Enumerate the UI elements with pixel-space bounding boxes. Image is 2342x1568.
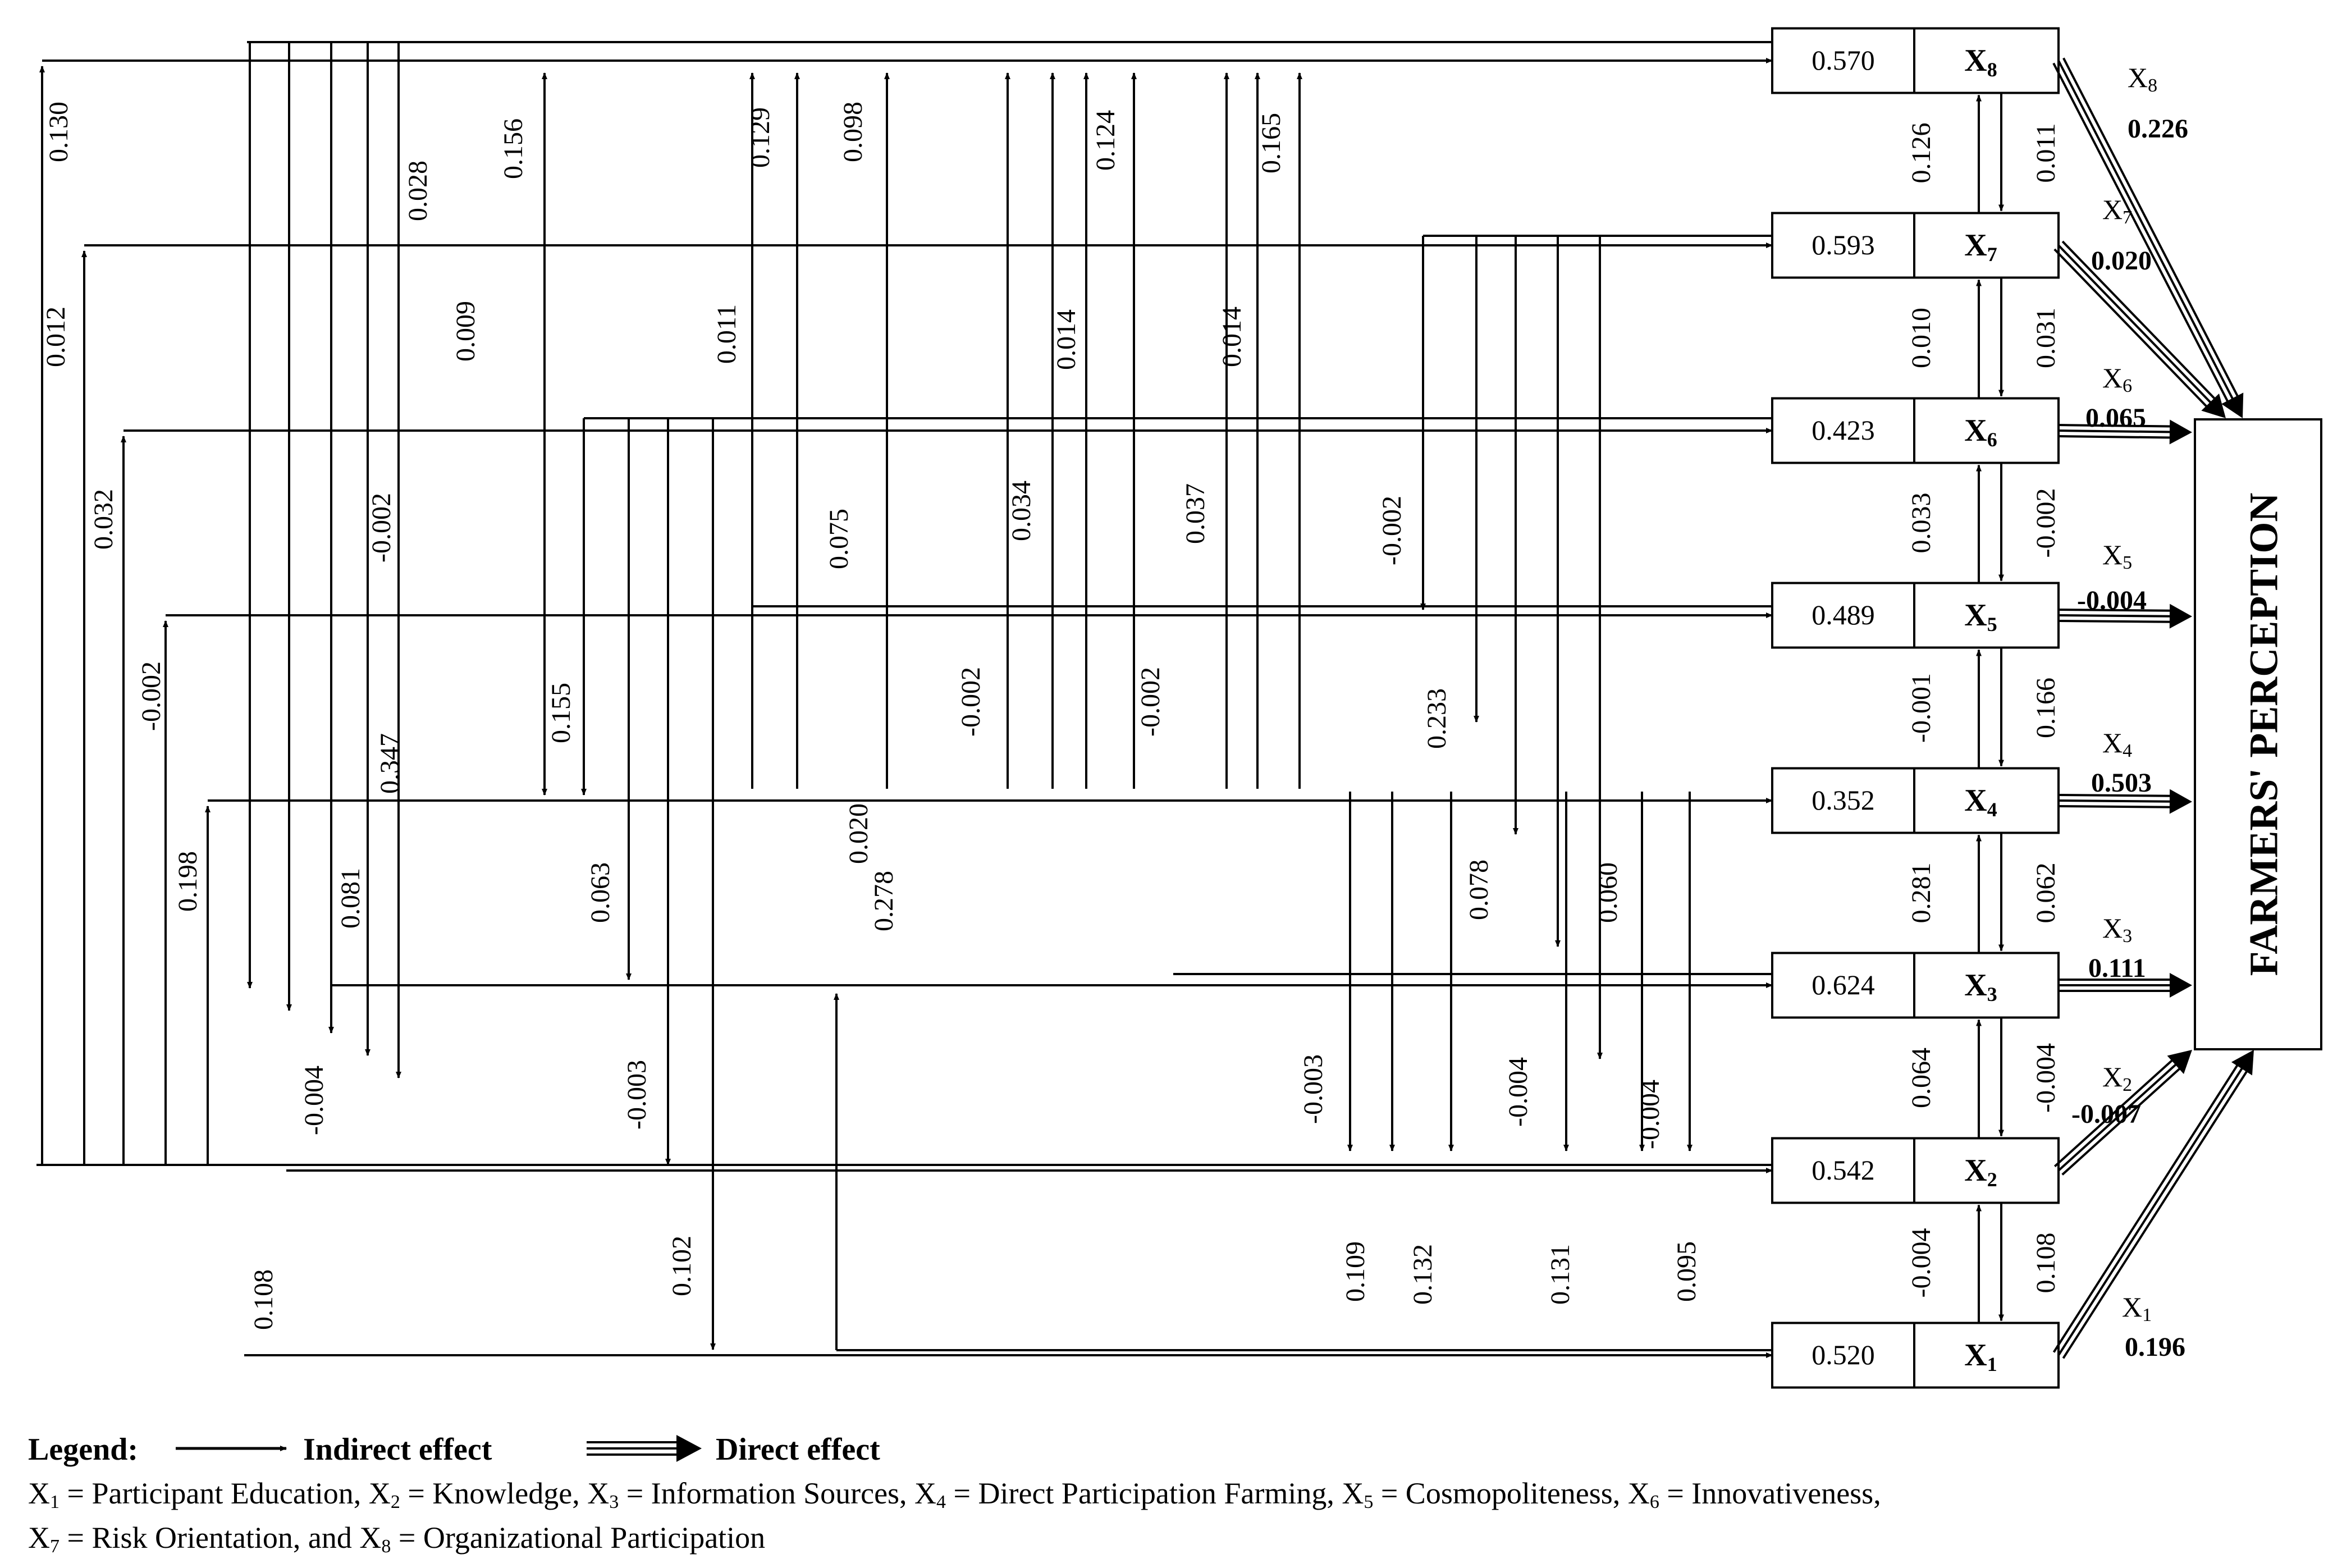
pair-up-label: 0.126 xyxy=(1906,122,1936,184)
indirect-coef-c33: 0.109 xyxy=(1341,1241,1370,1302)
variable-label-x6: X6 xyxy=(1964,413,1997,451)
indirect-coef-c05: 0.198 xyxy=(173,851,203,912)
direct-label-x1: X1 xyxy=(2122,1291,2152,1325)
outcome-label: FARMERS' PERCEPTION xyxy=(2241,492,2286,976)
adjacent-pair-x7-x6 xyxy=(1979,278,2001,399)
pair-up-label: 0.033 xyxy=(1906,492,1936,554)
indirect-coef-c34: -0.002 xyxy=(1377,496,1407,565)
indirect-coef-c10: -0.002 xyxy=(367,493,396,563)
pair-up-label: -0.004 xyxy=(1906,1228,1936,1298)
direct-label-x3: X3 xyxy=(2102,912,2133,947)
indirect-coef-c32: -0.003 xyxy=(1298,1054,1328,1124)
indirect-coef-c13: 0.156 xyxy=(498,118,528,179)
adjacent-pair-x4-x3 xyxy=(1979,833,2001,953)
pair-up-label: 0.010 xyxy=(1906,308,1936,368)
indirect-coef-c25: 0.034 xyxy=(1007,481,1036,541)
indirect-coef-c07: 0.108 xyxy=(249,1269,278,1330)
residual-value-x8: 0.570 xyxy=(1812,44,1875,76)
indirect-coef-c39: 0.131 xyxy=(1545,1244,1575,1305)
adjacent-pair-x2-x1 xyxy=(1979,1203,2001,1323)
direct-value-x1: 0.196 xyxy=(2125,1332,2185,1362)
indirect-coef-c08: 0.081 xyxy=(336,868,365,929)
variable-label-x1: X1 xyxy=(1964,1338,1997,1375)
direct-value-x2: -0.007 xyxy=(2071,1099,2141,1129)
indirect-coef-c28: -0.002 xyxy=(1136,667,1165,737)
residual-value-x6: 0.423 xyxy=(1812,414,1875,446)
direct-label-x4: X4 xyxy=(2102,727,2133,761)
pair-up-label: 0.064 xyxy=(1906,1048,1936,1108)
indirect-coef-c20: 0.075 xyxy=(824,509,854,569)
indirect-coef-c35: 0.233 xyxy=(1422,688,1452,749)
variable-box-x6 xyxy=(1772,399,2059,463)
legend-direct-arrow xyxy=(587,1435,702,1462)
indirect-coef-c02: 0.012 xyxy=(41,307,71,367)
adjacent-pair-x5-x4 xyxy=(1979,648,2001,769)
direct-label-x7: X7 xyxy=(2102,194,2133,228)
indirect-coef-c16: -0.003 xyxy=(622,1060,652,1130)
indirect-coef-c37: 0.078 xyxy=(1464,860,1494,920)
indirect-coef-c19: 0.129 xyxy=(745,107,775,168)
residual-value-x1: 0.520 xyxy=(1812,1339,1875,1370)
indirect-coef-c27: 0.124 xyxy=(1091,110,1120,171)
pair-up-label: -0.001 xyxy=(1906,673,1936,743)
residual-value-x4: 0.352 xyxy=(1812,784,1875,816)
indirect-coef-c18: 0.011 xyxy=(712,304,742,364)
variable-box-x3 xyxy=(1772,953,2059,1018)
pair-down-label: -0.002 xyxy=(2031,488,2061,558)
indirect-effect-lines xyxy=(36,42,2001,1355)
direct-arrow-x8 xyxy=(2053,58,2243,418)
direct-label-x8: X8 xyxy=(2128,62,2158,96)
variable-box-x2 xyxy=(1772,1139,2059,1203)
indirect-coef-c42: 0.095 xyxy=(1672,1241,1701,1302)
direct-label-x2: X2 xyxy=(2102,1061,2133,1095)
indirect-coef-c09: 0.347 xyxy=(375,733,405,794)
variable-box-x1 xyxy=(1772,1323,2059,1388)
adjacent-pair-x6-x5 xyxy=(1979,463,2001,583)
outcome-box xyxy=(2195,419,2321,1049)
pair-down-label: 0.011 xyxy=(2031,123,2061,183)
direct-label-x6: X6 xyxy=(2102,362,2133,396)
legend-definitions-line-2: X7 = Risk Orientation, and X8 = Organizational Participation xyxy=(28,1521,766,1557)
variable-box-x8 xyxy=(1772,29,2059,93)
variable-box-x4 xyxy=(1772,769,2059,833)
indirect-coef-c23: 0.278 xyxy=(869,871,899,931)
variable-label-x8: X8 xyxy=(1964,43,1997,81)
pair-down-label: 0.108 xyxy=(2031,1232,2061,1293)
indirect-coef-c15: 0.063 xyxy=(586,862,615,923)
direct-value-x7: 0.020 xyxy=(2091,246,2152,276)
indirect-coef-c11: 0.028 xyxy=(403,161,433,221)
pair-down-label: -0.004 xyxy=(2031,1043,2061,1113)
indirect-coef-c06: -0.004 xyxy=(299,1066,329,1135)
indirect-coef-c01: 0.130 xyxy=(44,102,74,162)
residual-value-x5: 0.489 xyxy=(1812,599,1875,630)
indirect-coef-c40: 0.060 xyxy=(1593,862,1623,923)
adjacent-pair-x3-x2 xyxy=(1979,1018,2001,1139)
residual-value-x2: 0.542 xyxy=(1812,1154,1875,1186)
variable-label-x3: X3 xyxy=(1964,968,1997,1005)
indirect-coef-c21: 0.020 xyxy=(844,803,873,864)
variable-label-x7: X7 xyxy=(1964,228,1997,266)
pair-down-label: 0.166 xyxy=(2031,678,2061,738)
indirect-coef-c41: -0.004 xyxy=(1635,1080,1665,1149)
pair-down-label: 0.062 xyxy=(2031,862,2061,924)
indirect-coef-c22: 0.098 xyxy=(838,102,868,162)
legend-indirect-label: Indirect effect xyxy=(303,1432,492,1467)
indirect-coef-c30: 0.014 xyxy=(1217,307,1247,367)
indirect-coef-c12: 0.009 xyxy=(451,301,481,362)
direct-value-x3: 0.111 xyxy=(2088,953,2146,983)
indirect-coef-c31: 0.165 xyxy=(1256,113,1286,173)
legend-definitions-line-1: X1 = Participant Education, X2 = Knowledge, X3 = Information Sources, X4 = Direct Participation Farming, X5 = Cosmopoliteness, X6 = Innovativeness, xyxy=(28,1476,1881,1512)
indirect-coef-c17: 0.102 xyxy=(667,1236,697,1296)
direct-value-x4: 0.503 xyxy=(2091,768,2152,798)
variable-label-x4: X4 xyxy=(1964,783,1997,821)
direct-label-x5: X5 xyxy=(2102,539,2133,573)
indirect-coef-c24: -0.002 xyxy=(956,667,986,737)
variable-label-x2: X2 xyxy=(1964,1153,1997,1191)
indirect-coef-c29: 0.037 xyxy=(1181,483,1210,544)
legend xyxy=(28,1432,1881,1557)
adjacent-pair-x8-x7 xyxy=(1979,93,2001,213)
variable-box-x5 xyxy=(1772,583,2059,648)
indirect-coef-c04: -0.002 xyxy=(136,661,166,731)
direct-value-x6: 0.065 xyxy=(2085,403,2146,433)
legend-direct-label: Direct effect xyxy=(716,1432,880,1467)
indirect-coef-c26: 0.014 xyxy=(1051,309,1081,370)
pair-down-label: 0.031 xyxy=(2031,308,2061,368)
direct-arrow-x1 xyxy=(2054,1050,2254,1358)
indirect-coef-c03: 0.032 xyxy=(89,489,118,550)
residual-value-x7: 0.593 xyxy=(1812,229,1875,260)
direct-value-x8: 0.226 xyxy=(2128,114,2188,144)
legend-title: Legend: xyxy=(28,1432,138,1467)
residual-value-x3: 0.624 xyxy=(1812,969,1875,1000)
indirect-coef-c14: 0.155 xyxy=(546,683,576,743)
pair-up-label: 0.281 xyxy=(1906,862,1936,924)
variable-label-x5: X5 xyxy=(1964,598,1997,636)
indirect-coef-c36: 0.132 xyxy=(1408,1244,1438,1305)
direct-value-x5: -0.004 xyxy=(2077,586,2147,615)
variable-box-x7 xyxy=(1772,213,2059,278)
indirect-coef-c38: -0.004 xyxy=(1503,1057,1533,1127)
